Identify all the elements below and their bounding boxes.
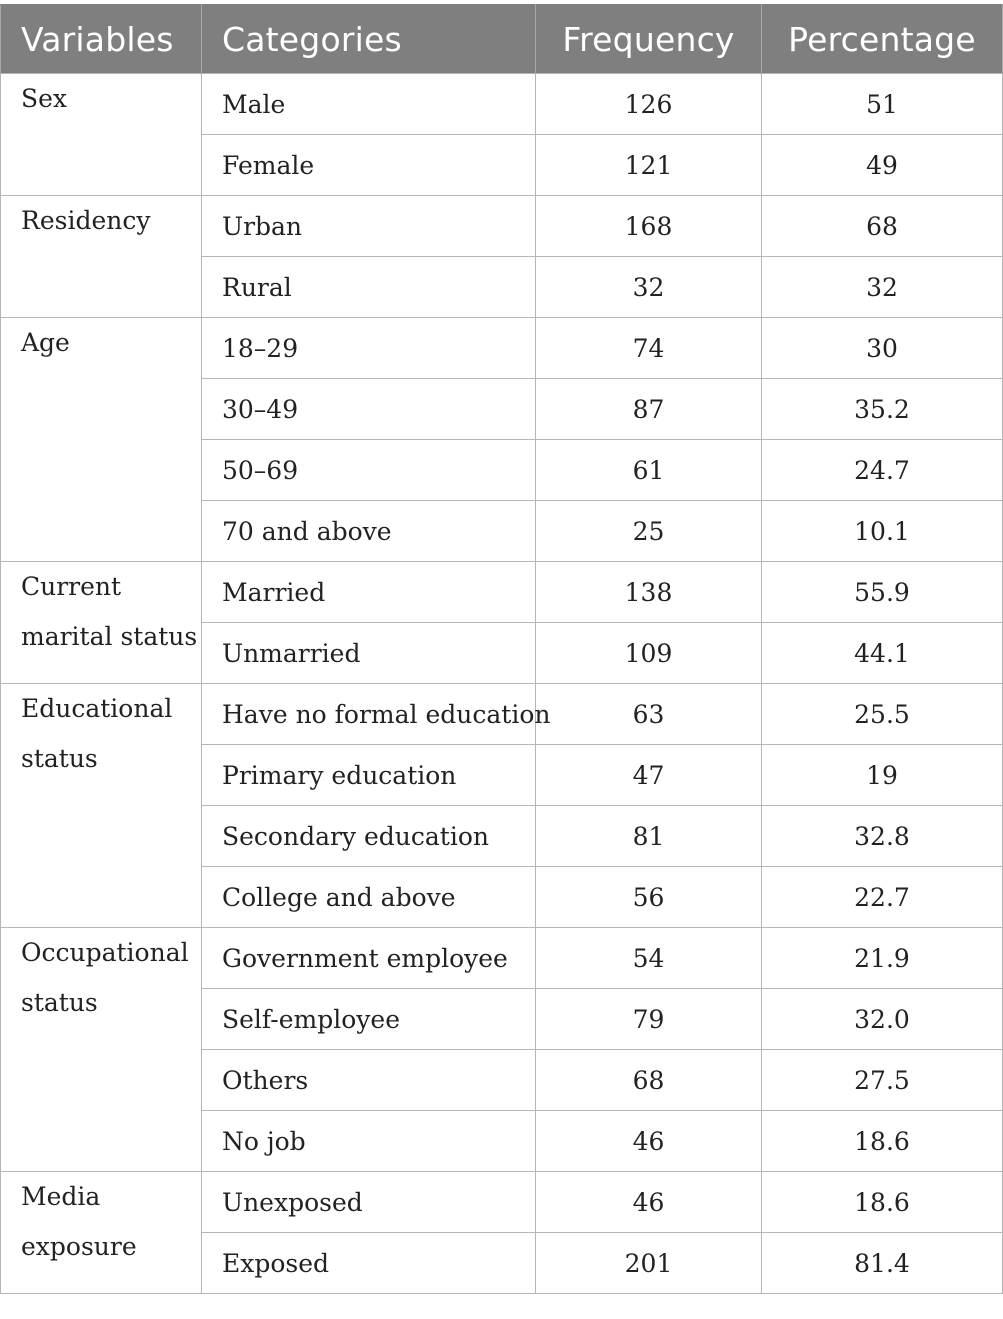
variable-label: Current marital status (21, 572, 198, 651)
header-percentage: Percentage (762, 5, 1003, 74)
category-cell: Secondary education (202, 806, 536, 867)
frequency-cell: 121 (536, 135, 762, 196)
category-cell: 50–69 (202, 440, 536, 501)
category-cell: Self-employee (202, 989, 536, 1050)
table-header (1, 5, 1003, 74)
percentage-cell: 32.0 (762, 989, 1003, 1050)
frequency-cell: 61 (536, 440, 762, 501)
variable-cell (1, 684, 202, 928)
variable-cell (1, 318, 202, 562)
frequency-cell: 68 (536, 1050, 762, 1111)
header-variables: Variables (1, 5, 202, 74)
category-cell: Exposed (202, 1233, 536, 1294)
category-cell: Primary education (202, 745, 536, 806)
percentage-cell: 55.9 (762, 562, 1003, 623)
category-cell: Have no formal education (202, 684, 536, 745)
percentage-cell: 30 (762, 318, 1003, 379)
frequency-cell: 81 (536, 806, 762, 867)
variable-label: Sex (21, 84, 68, 113)
frequency-cell: 47 (536, 745, 762, 806)
category-cell: 30–49 (202, 379, 536, 440)
table-row (1, 74, 1003, 135)
table-row (1, 928, 1003, 989)
percentage-cell: 27.5 (762, 1050, 1003, 1111)
category-cell: Others (202, 1050, 536, 1111)
frequency-cell: 46 (536, 1111, 762, 1172)
category-cell: Unmarried (202, 623, 536, 684)
table-row (1, 1172, 1003, 1233)
category-cell: Government employee (202, 928, 536, 989)
frequency-cell: 63 (536, 684, 762, 745)
percentage-cell: 51 (762, 74, 1003, 135)
table-row (1, 562, 1003, 623)
frequency-cell: 201 (536, 1233, 762, 1294)
percentage-cell: 25.5 (762, 684, 1003, 745)
percentage-cell: 44.1 (762, 623, 1003, 684)
percentage-cell: 68 (762, 196, 1003, 257)
frequency-cell: 32 (536, 257, 762, 318)
category-cell: Married (202, 562, 536, 623)
category-cell: Male (202, 74, 536, 135)
frequency-cell: 109 (536, 623, 762, 684)
percentage-cell: 18.6 (762, 1111, 1003, 1172)
variable-label: Media exposure (21, 1182, 137, 1261)
frequency-cell: 138 (536, 562, 762, 623)
category-cell: Unexposed (202, 1172, 536, 1233)
frequency-cell: 87 (536, 379, 762, 440)
percentage-cell: 21.9 (762, 928, 1003, 989)
percentage-cell: 19 (762, 745, 1003, 806)
percentage-cell: 35.2 (762, 379, 1003, 440)
percentage-cell: 81.4 (762, 1233, 1003, 1294)
variable-cell (1, 562, 202, 684)
variable-label: Educational status (21, 694, 173, 773)
variable-label: Residency (21, 206, 151, 235)
frequency-cell: 56 (536, 867, 762, 928)
category-cell: Urban (202, 196, 536, 257)
table-row (1, 196, 1003, 257)
variable-cell (1, 1172, 202, 1294)
variable-label: Age (21, 328, 70, 357)
variable-cell (1, 196, 202, 318)
frequency-cell: 25 (536, 501, 762, 562)
frequency-cell: 74 (536, 318, 762, 379)
percentage-cell: 32.8 (762, 806, 1003, 867)
variable-cell (1, 928, 202, 1172)
demographics-table (0, 4, 1003, 1294)
percentage-cell: 32 (762, 257, 1003, 318)
variable-cell (1, 74, 202, 196)
variable-label: Occupational status (21, 938, 189, 1017)
percentage-cell: 10.1 (762, 501, 1003, 562)
percentage-cell: 24.7 (762, 440, 1003, 501)
percentage-cell: 18.6 (762, 1172, 1003, 1233)
category-cell: Female (202, 135, 536, 196)
percentage-cell: 22.7 (762, 867, 1003, 928)
header-frequency: Frequency (536, 5, 762, 74)
table-row (1, 684, 1003, 745)
header-row (1, 5, 1003, 74)
category-cell: College and above (202, 867, 536, 928)
category-cell: 70 and above (202, 501, 536, 562)
frequency-cell: 126 (536, 74, 762, 135)
frequency-cell: 168 (536, 196, 762, 257)
percentage-cell: 49 (762, 135, 1003, 196)
frequency-cell: 46 (536, 1172, 762, 1233)
header-categories: Categories (202, 5, 536, 74)
frequency-cell: 79 (536, 989, 762, 1050)
category-cell: 18–29 (202, 318, 536, 379)
category-cell: No job (202, 1111, 536, 1172)
table-row (1, 318, 1003, 379)
category-cell: Rural (202, 257, 536, 318)
frequency-cell: 54 (536, 928, 762, 989)
table-body (1, 74, 1003, 1294)
